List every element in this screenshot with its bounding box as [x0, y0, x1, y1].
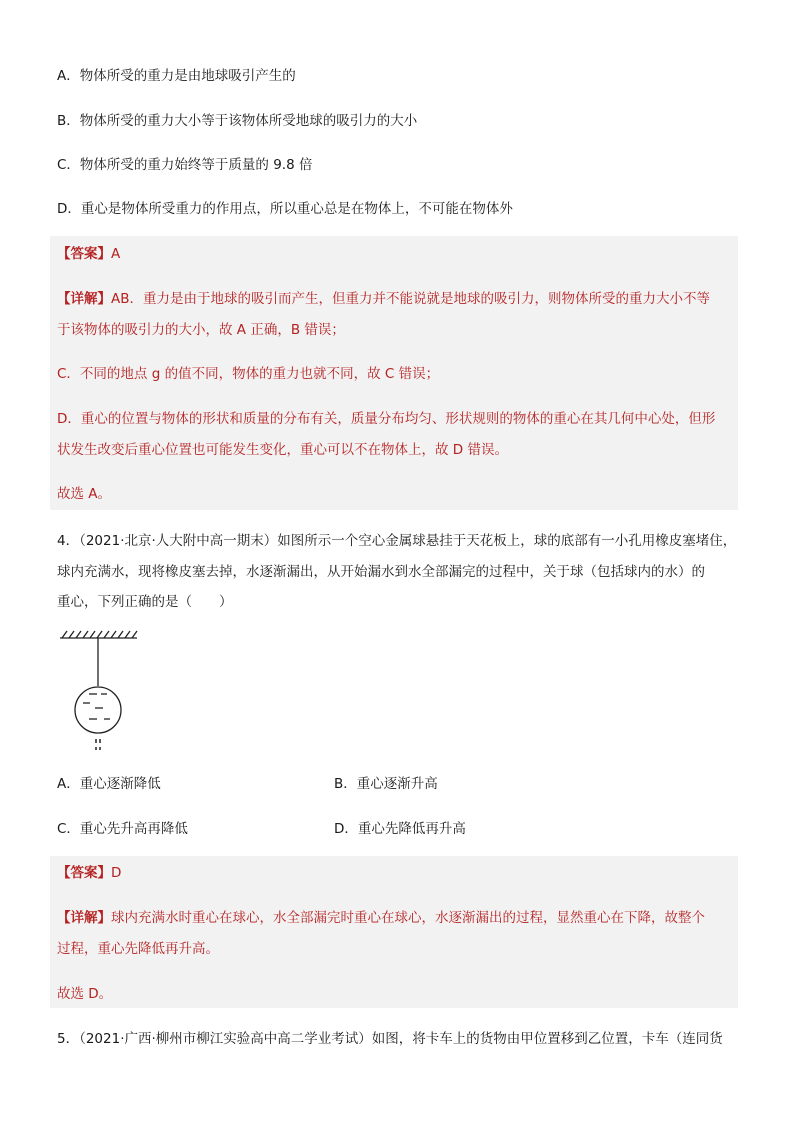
- q4-answer-box: [50, 856, 738, 1008]
- detail-text: AB．重力是由于地球的吸引而产生，但重力并不能说就是地球的吸引力，则物体所受的重力大小不等: [111, 291, 710, 307]
- q4-stem-line-1: 4．（2021·北京·人大附中高一期末）如图所示一个空心金属球悬挂于天花板上，球的底部有一小孔用橡皮塞堵住，: [57, 533, 737, 549]
- water-marks: [83, 694, 110, 719]
- q3-option-c: C．物体所受的重力始终等于质量的 9.8 倍: [57, 157, 313, 173]
- answer-value: A: [111, 246, 121, 262]
- q4-detail-line-1: [57, 908, 705, 928]
- q3-detail-line-3: C．不同的地点 g 的值不同，物体的重力也就不同，故 C 错误；: [57, 366, 440, 382]
- q3-option-d: D．重心是物体所受重力的作用点，所以重心总是在物体上，不可能在物体外: [57, 201, 513, 217]
- detail-tag: 【详解】: [57, 291, 111, 307]
- answer-value: D: [111, 865, 122, 881]
- q3-option-a: A．物体所受的重力是由地球吸引产生的: [57, 68, 296, 84]
- q4-option-b: B．重心逐渐升高: [334, 776, 438, 792]
- q3-conclusion: 故选 A。: [57, 486, 112, 502]
- q4-option-c: C．重心先升高再降低: [57, 821, 188, 837]
- q4-option-a: A．重心逐渐降低: [57, 776, 161, 792]
- answer-tag: 【答案】: [57, 865, 111, 881]
- q4-option-d: D．重心先降低再升高: [334, 821, 466, 837]
- ceiling-hatching: [62, 631, 137, 638]
- q4-answer: [57, 863, 121, 883]
- detail-text: 球内充满水时重心在球心，水全部漏完时重心在球心，水逐渐漏出的过程，显然重心在下降，故整个: [111, 910, 705, 926]
- answer-tag: 【答案】: [57, 246, 111, 262]
- q3-detail-line-2: 于该物体的吸引力的大小，故 A 正确，B 错误；: [57, 322, 345, 338]
- q5-stem-line-1: 5．（2021·广西·柳州市柳江实验高中高二学业考试）如图，将卡车上的货物由甲位置移到乙位置，卡车（连同货: [57, 1031, 723, 1047]
- q3-detail-line-4: D．重心的位置与物体的形状和质量的分布有关，质量分布均匀、形状规则的物体的重心在其几何中心处，但形: [57, 411, 716, 427]
- q4-detail-line-2: 过程，重心先降低再升高。: [57, 941, 219, 957]
- q4-conclusion: 故选 D。: [57, 986, 113, 1002]
- q4-stem-line-3: 重心，下列正确的是（ ）: [57, 594, 233, 610]
- ball: [75, 687, 121, 733]
- q4-stem-line-2: 球内充满水，现将橡皮塞去掉，水逐渐漏出，从开始漏水到水全部漏完的过程中，关于球（包括球内的水）的: [57, 564, 705, 580]
- q3-option-b: B．物体所受的重力大小等于该物体所受地球的吸引力的大小: [57, 113, 418, 129]
- dripping-water: [96, 739, 100, 750]
- detail-tag: 【详解】: [57, 910, 111, 926]
- q3-detail-line-5: 状发生改变后重心位置也可能发生变化，重心可以不在物体上，故 D 错误。: [57, 442, 508, 458]
